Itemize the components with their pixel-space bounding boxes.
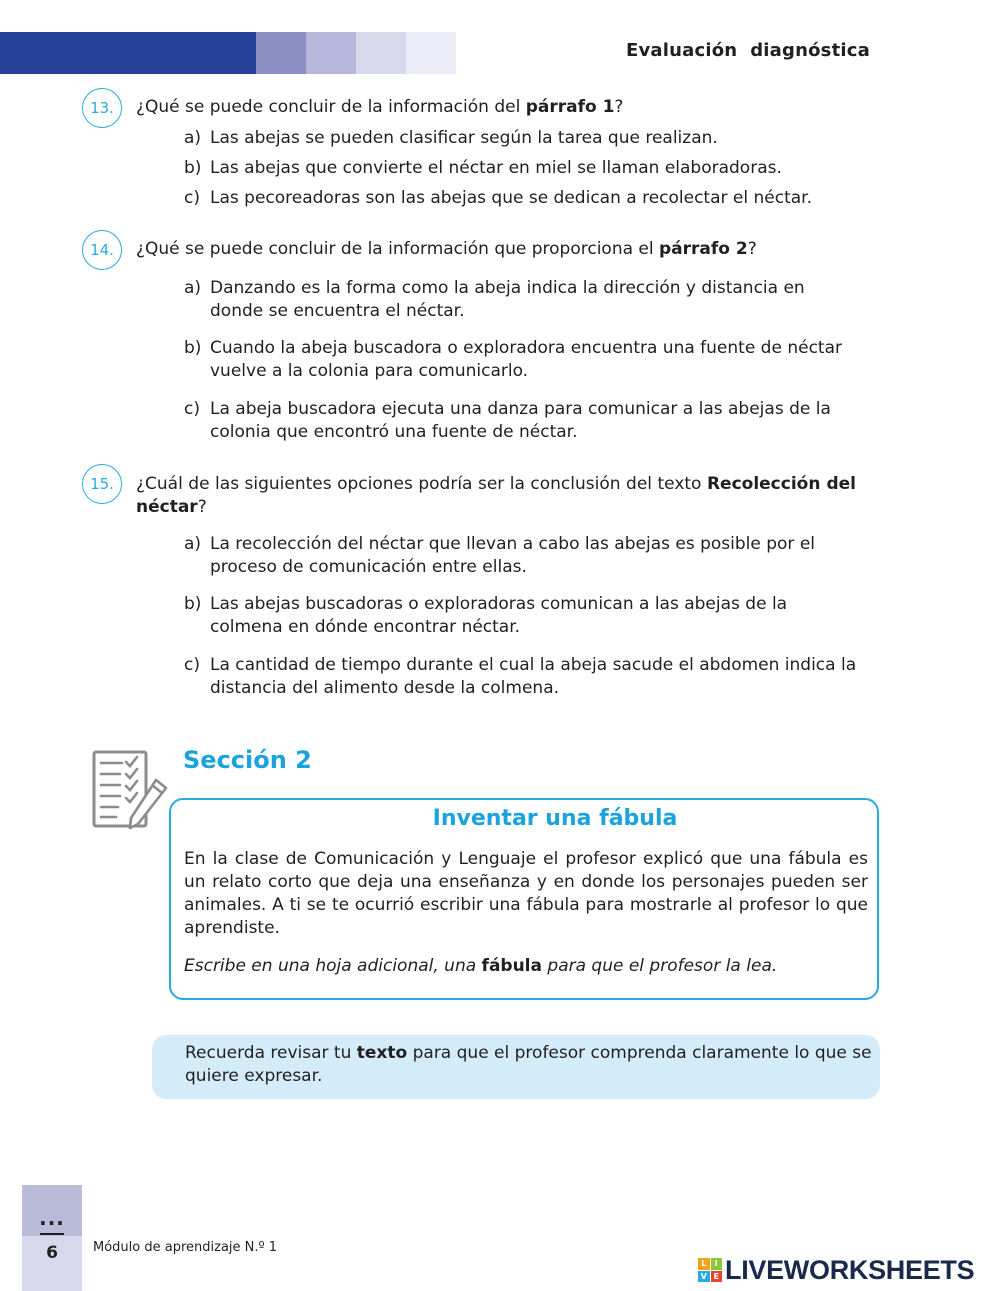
fable-box-title: Inventar una fábula: [432, 806, 678, 831]
header-bar-segment-4: [356, 32, 406, 74]
reminder-text-part: para que el profesor comprenda claramente lo que se quiere expresar.: [185, 1043, 872, 1086]
option-label: c): [184, 188, 200, 208]
instruction-text: para que el profesor la lea.: [542, 956, 778, 976]
q15-option-b[interactable]: [184, 593, 884, 639]
instruction-bold: fábula: [481, 956, 542, 976]
question-14-text: [136, 238, 866, 261]
q14-option-a[interactable]: [184, 277, 884, 323]
option-text: Las pecoreadoras son las abejas que se dedican a recolectar el néctar.: [210, 188, 812, 208]
question-text: ¿Cuál de las siguientes opciones podría ser la conclusión del texto: [136, 474, 707, 494]
header-bar-segment-2: [256, 32, 306, 74]
option-label: b): [184, 158, 202, 178]
logo-letter: L: [698, 1258, 710, 1270]
question-text: ?: [614, 97, 624, 117]
page-header-title: Evaluación diagnóstica: [625, 40, 870, 61]
option-text: Las abejas se pueden clasificar según la tarea que realizan.: [210, 128, 718, 148]
option-label: c): [184, 655, 200, 675]
fable-instruction: [184, 955, 868, 978]
q13-option-a[interactable]: [184, 127, 884, 150]
question-text-bold: párrafo 2: [659, 239, 748, 259]
option-text: La abeja buscadora ejecuta una danza para comunicar a las abejas de la colonia que encontró una fuente de néctar.: [210, 399, 831, 442]
q13-option-c[interactable]: [184, 187, 884, 210]
module-label: Módulo de aprendizaje N.º 1: [93, 1240, 278, 1255]
logo-letter: E: [711, 1271, 723, 1283]
page-number: 6: [46, 1243, 58, 1263]
option-text: La recolección del néctar que llevan a cabo las abejas es posible por el proceso de comunicación entre ellas.: [210, 534, 816, 577]
option-text: La cantidad de tiempo durante el cual la abeja sacude el abdomen indica la distancia del alimento desde la colmena.: [210, 655, 857, 698]
question-number-15: 15.: [82, 464, 122, 504]
q15-option-a[interactable]: [184, 533, 884, 579]
option-label: c): [184, 399, 200, 419]
page-tab-dots: ...: [39, 1206, 65, 1230]
section-title: Sección 2: [183, 746, 312, 774]
fable-paragraph: En la clase de Comunicación y Lenguaje el profesor explicó que una fábula es un relato corto que deja una enseñanza y en donde los personajes pueden ser animales. A ti se te ocurrió escribir una fábula para mostrarle al profesor lo que aprendiste.: [184, 849, 868, 938]
option-text: Las abejas que convierte el néctar en miel se llaman elaboradoras.: [210, 158, 782, 178]
liveworksheets-logo-icon: [698, 1258, 722, 1282]
q14-option-c[interactable]: [184, 398, 884, 444]
header-bar-segment-5: [406, 32, 456, 74]
logo-letter: V: [698, 1271, 710, 1283]
option-text: Danzando es la forma como la abeja indica la dirección y distancia en donde se encuentra el néctar.: [210, 278, 805, 321]
q13-option-b[interactable]: [184, 157, 884, 180]
option-label: b): [184, 338, 202, 358]
option-text: Las abejas buscadoras o exploradoras comunican a las abejas de la colmena en dónde encontrar néctar.: [210, 594, 788, 637]
question-text: ?: [197, 497, 207, 517]
instruction-text: Escribe en una hoja adicional, una: [184, 956, 482, 976]
reminder-text-part: Recuerda revisar tu: [185, 1043, 357, 1063]
option-label: a): [184, 128, 202, 148]
page-tab-divider: [40, 1233, 64, 1235]
reminder-text-bold: texto: [356, 1043, 408, 1063]
liveworksheets-brand[interactable]: [698, 1253, 974, 1287]
question-13-text: [136, 96, 866, 119]
q14-option-b[interactable]: [184, 337, 884, 383]
question-text: ?: [747, 239, 757, 259]
header-bar-segment-1: [0, 32, 256, 74]
question-number-13: 13.: [82, 88, 122, 128]
option-label: b): [184, 594, 202, 614]
liveworksheets-wordmark: LIVEWORKSHEETS: [725, 1254, 975, 1285]
question-number-14: 14.: [82, 230, 122, 270]
option-label: a): [184, 278, 202, 298]
reminder-text: [185, 1042, 875, 1088]
question-text: ¿Qué se puede concluir de la información que proporciona el: [136, 239, 660, 259]
question-text-bold: párrafo 1: [525, 97, 615, 117]
option-text: Cuando la abeja buscadora o exploradora encuentra una fuente de néctar vuelve a la colonia para comunicarlo.: [210, 338, 842, 381]
question-text: ¿Qué se puede concluir de la información del: [136, 97, 526, 117]
q15-option-c[interactable]: [184, 654, 884, 700]
option-label: a): [184, 534, 202, 554]
question-text-bold: Recolección del néctar: [136, 474, 856, 517]
logo-letter: I: [711, 1258, 723, 1270]
header-bar-segment-3: [306, 32, 356, 74]
question-15-text: [136, 473, 856, 519]
